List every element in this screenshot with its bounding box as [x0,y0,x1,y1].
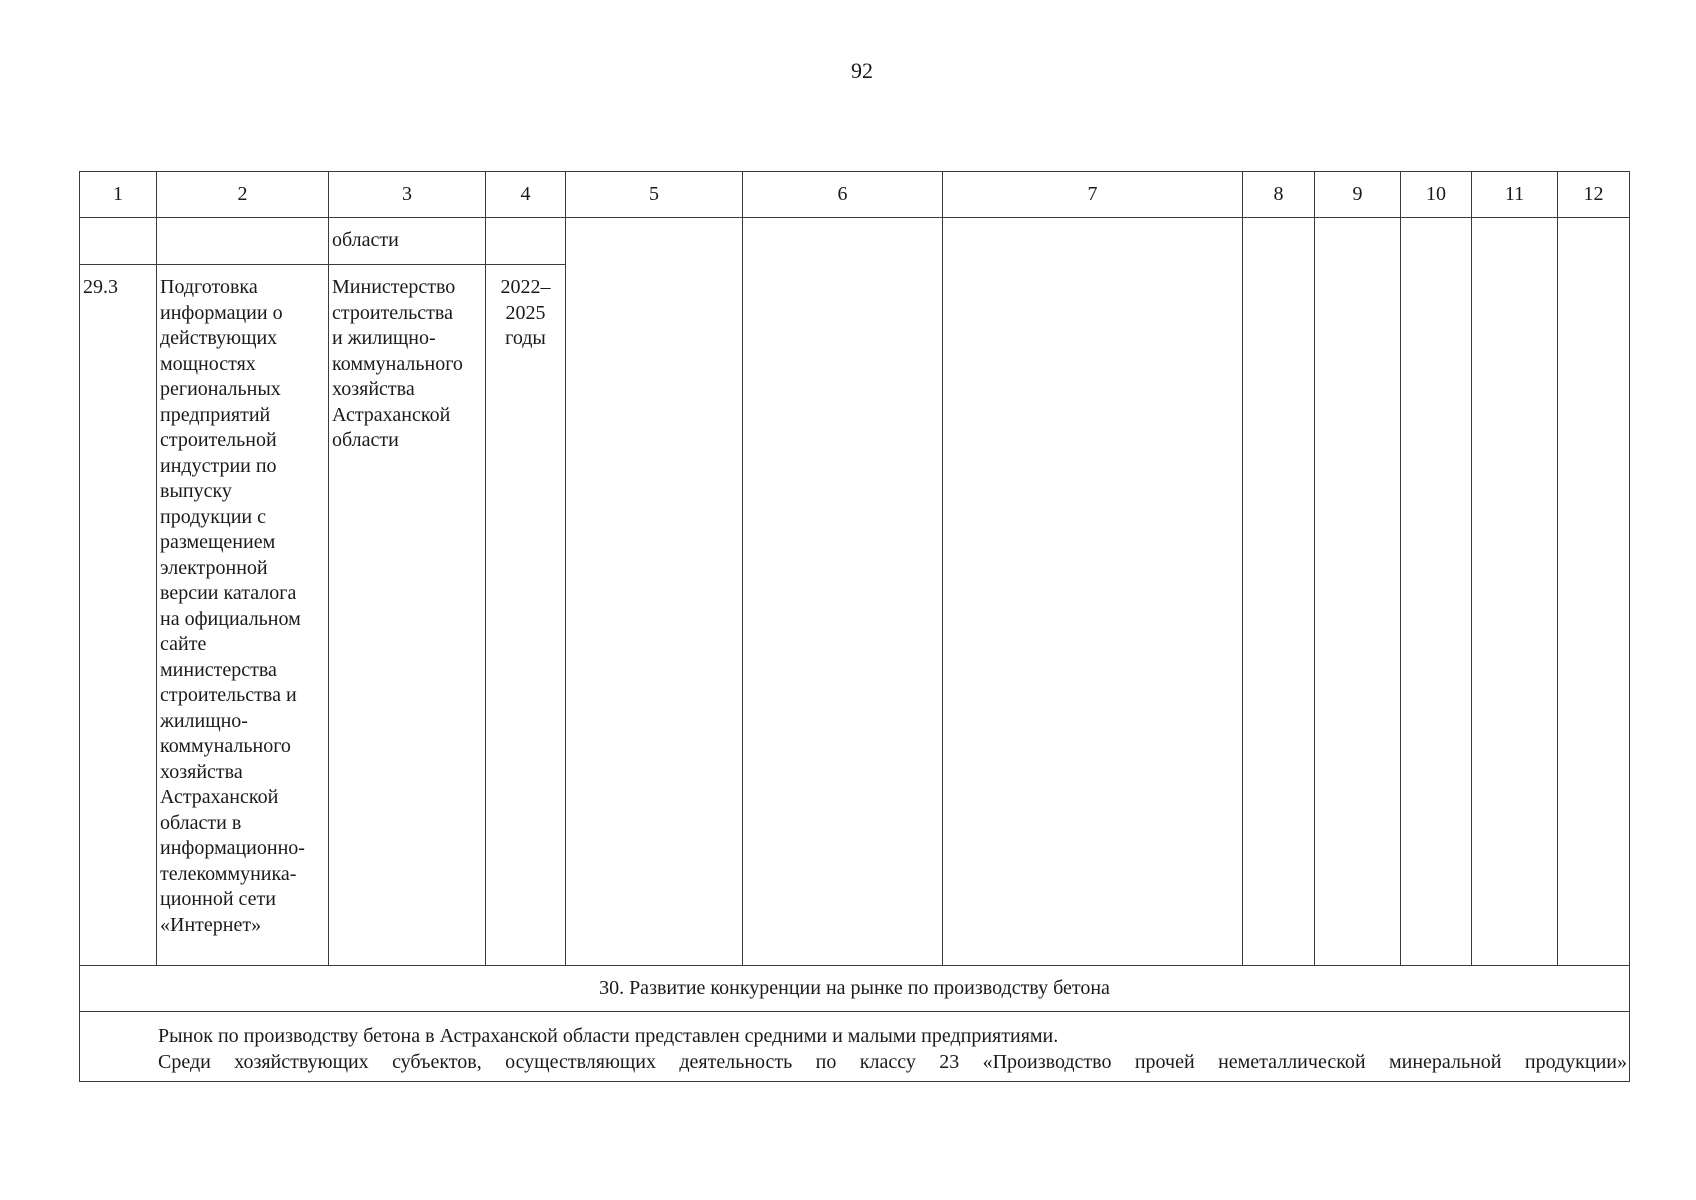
column-header: 12 [1558,172,1630,218]
description-line: региональных [160,378,281,400]
description-line: размещением [160,531,276,553]
table-cell [1472,265,1558,966]
table-cell [157,218,329,265]
description-line: Подготовка [160,276,258,298]
plan-table [79,171,1630,1082]
item-responsible-cell [329,265,486,966]
table-cell [1243,265,1315,966]
responsible-line: хозяйства [332,378,415,400]
description-line: информационно- [160,837,305,859]
table-cell [943,265,1243,966]
description-line: индустрии по [160,454,277,477]
column-header: 3 [329,172,486,218]
section-title: 30. Развитие конкуренции на рынке по производству бетона [80,966,1630,1012]
column-header: 2 [157,172,329,218]
description-line: версии каталога [160,582,297,604]
period-line: 2022– [500,276,551,298]
description-line: Астраханской [160,786,279,808]
description-line: информации о [160,301,283,324]
column-header: 9 [1315,172,1401,218]
description-line: хозяйства [160,760,243,783]
page-number: 92 [851,58,873,83]
description-line: электронной [160,556,268,579]
table-cell [486,218,566,265]
table-cell [566,265,743,966]
description-line: области в [160,811,242,834]
description-line: строительства и [160,684,297,706]
column-header: 8 [1243,172,1315,218]
responsible-line: области [332,429,399,451]
item-period-cell [486,265,566,966]
column-header: 7 [943,172,1243,218]
table-cell [566,218,743,265]
responsible-line: строительства [332,301,453,324]
description-line: министерства [160,658,277,681]
table-cell [1315,265,1401,966]
continuation-responsible-cell: области [329,218,486,265]
table-cell [943,218,1243,265]
column-header: 5 [566,172,743,218]
item-number-cell: 29.3 [80,265,157,966]
description-line: на официальном [160,607,301,630]
table-cell [1401,265,1472,966]
responsible-line: и жилищно- [332,327,436,349]
section-text-line: Среди хозяйствующих субъектов, осуществляющих деятельность по классу 23 «Производство прочей неметаллической минеральной продукции» [158,1051,1627,1073]
item-description-cell [157,265,329,966]
section-text-row [80,1012,1630,1082]
description-line: предприятий [160,403,271,426]
description-line: ционной сети [160,888,276,910]
column-header: 10 [1401,172,1472,218]
description-line: строительной [160,429,277,451]
table-cell [80,218,157,265]
description-line: телекоммуника- [160,862,297,885]
column-header: 11 [1472,172,1558,218]
table-cell [1315,218,1401,265]
table-row-29-3 [80,265,1630,966]
description-line: мощностях [160,352,256,375]
section-text-line: Рынок по производству бетона в Астраханской области представлен средними и малыми предприятиями. [158,1025,1059,1047]
table-cell [1472,218,1558,265]
description-line: действующих [160,327,278,349]
responsible-line: коммунального [332,352,463,375]
description-line: коммунального [160,735,291,757]
table-cell [1558,218,1630,265]
continuation-row [80,218,1630,265]
table-cell [743,265,943,966]
description-line: выпуску [160,480,232,502]
table-cell [1558,265,1630,966]
column-header: 4 [486,172,566,218]
column-header: 6 [743,172,943,218]
table-cell [1401,218,1472,265]
table-cell [1243,218,1315,265]
description-line: сайте [160,633,207,655]
description-line: «Интернет» [160,913,262,936]
description-line: жилищно- [160,709,248,732]
responsible-line: Астраханской [332,403,451,426]
column-header-row [80,172,1630,218]
section-text [80,1012,1630,1082]
period-line: годы [505,327,546,349]
table-cell [743,218,943,265]
description-line: продукции с [160,505,267,528]
period-line: 2025 [505,301,546,324]
responsible-line: Министерство [332,276,456,298]
column-header: 1 [80,172,157,218]
section-title-row [80,966,1630,1012]
